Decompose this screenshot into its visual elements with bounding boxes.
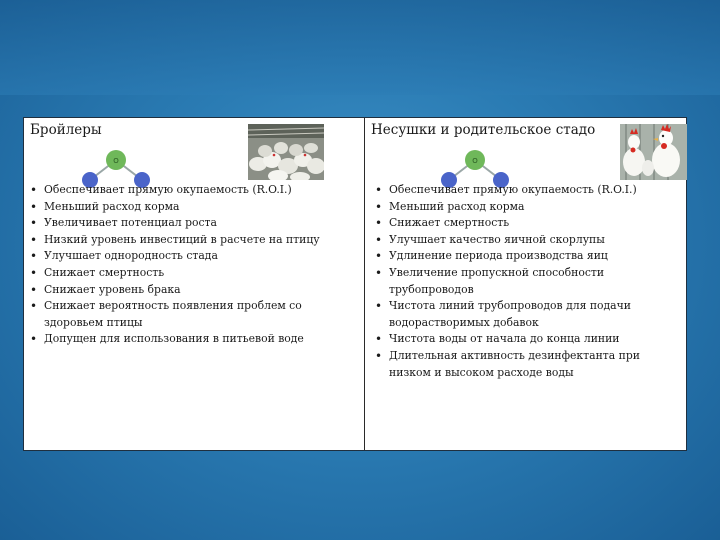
list-item: • Обеспечивает прямую окупаемость (R.O.I.)	[28, 182, 360, 199]
list-item: • Допущен для использования в питьевой воде	[28, 331, 360, 348]
molecule-center-label: O	[113, 157, 119, 165]
list-item: • Увеличение пропускной способности трубопроводов	[373, 265, 685, 298]
hens-photo	[620, 124, 687, 180]
comparison-table	[23, 117, 687, 451]
background-band	[0, 0, 720, 95]
list-item: • Длительная активность дезинфектанта при низком и высоком расходе воды	[373, 348, 685, 381]
list-item: • Удлинение периода производства яиц	[373, 248, 685, 265]
broilers-benefits-list	[28, 182, 360, 348]
list-item: • Низкий уровень инвестиций в расчете на птицу	[28, 232, 360, 249]
layers-benefits-list	[373, 182, 685, 381]
list-item: • Меньший расход корма	[373, 199, 685, 216]
column-divider	[364, 118, 365, 450]
list-item: • Обеспечивает прямую окупаемость (R.O.I.)	[373, 182, 685, 199]
list-item: • Снижает смертность	[28, 265, 360, 282]
list-item: • Чистота линий трубопроводов для подачи водорастворимых добавок	[373, 298, 685, 331]
list-item: • Улучшает качество яичной скорлупы	[373, 232, 685, 249]
list-item: • Снижает смертность	[373, 215, 685, 232]
list-item: • Улучшает однородность стада	[28, 248, 360, 265]
broilers-title: Бройлеры	[30, 122, 102, 138]
molecule-center-label: O	[472, 157, 478, 165]
list-item: • Чистота воды от начала до конца линии	[373, 331, 685, 348]
layers-title: Несушки и родительское стадо	[371, 122, 596, 138]
broilers-photo	[248, 124, 324, 180]
list-item: • Меньший расход корма	[28, 199, 360, 216]
list-item: • Увеличивает потенциал роста	[28, 215, 360, 232]
list-item: • Снижает уровень брака	[28, 282, 360, 299]
list-item: • Снижает вероятность появления проблем со здоровьем птицы	[28, 298, 360, 331]
